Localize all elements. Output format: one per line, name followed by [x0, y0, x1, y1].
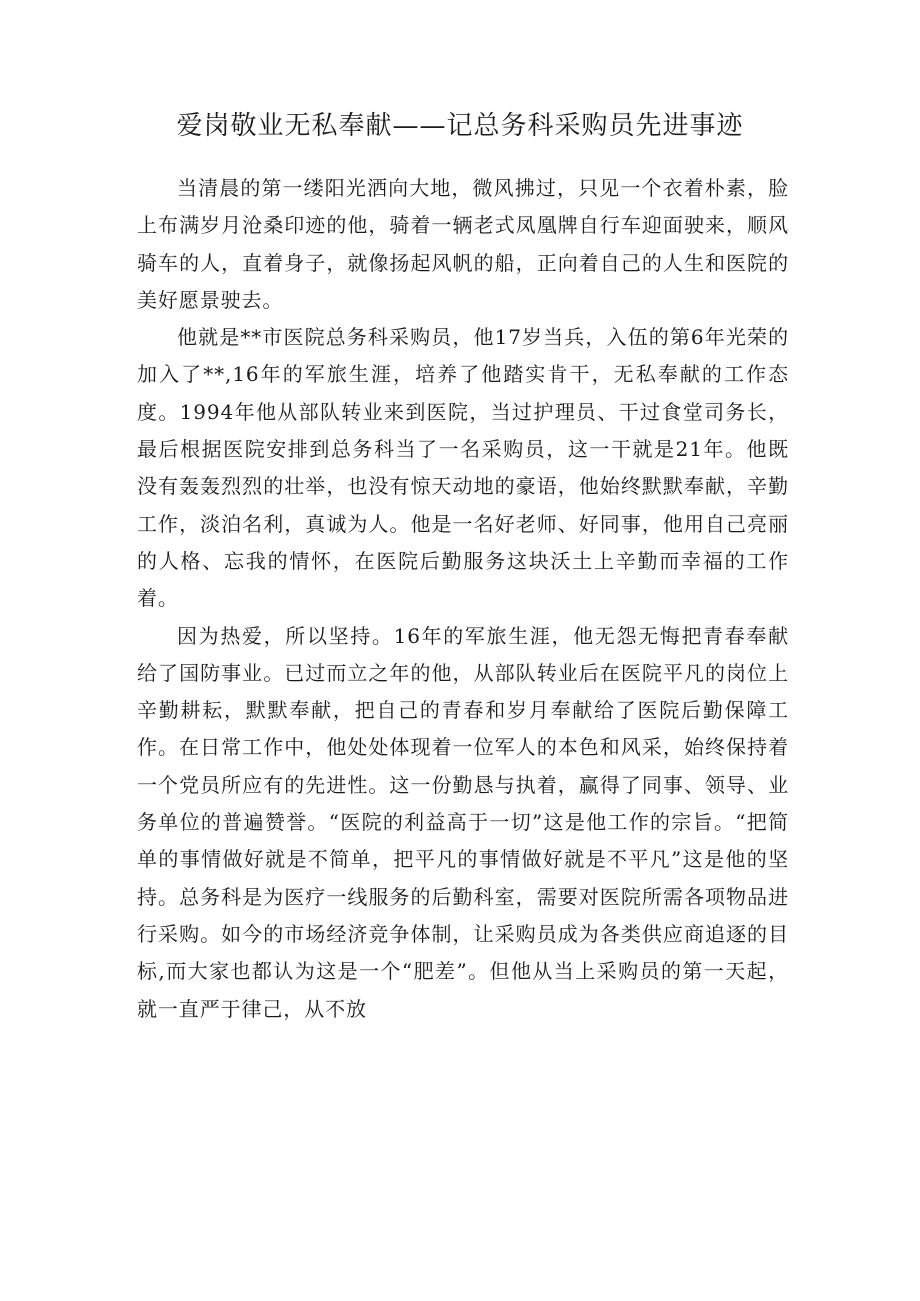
paragraph-3: 因为热爱，所以坚持。16年的军旅生涯，他无怨无悔把青春奉献给了国防事业。已过而立之年的他，从部队转业后在医院平凡的岗位上辛勤耕耘，默默奉献，把自己的青春和岁月奉献给了医院后勤保障工作。在日常工作中，他处处体现着一位军人的本色和风采，始终保持着一个党员所应有的先进性。这一份勤恳与执着，赢得了同事、领导、业务单位的普遍赞誉。“医院的利益高于一切”这是他工作的宗旨。“把简单的事情做好就是不简单，把平凡的事情做好就是不平凡”这是他的坚持。总务科是为医疗一线服务的后勤科室，需要对医院所需各项物品进行采购。如今的市场经济竞争体制，让采购员成为各类供应商追逐的目标,而大家也都认为这是一个“肥差”。但他从当上采购员的第一天起，就一直严于律己，从不放 — [137, 623, 789, 1021]
document-title: 爱岗敬业无私奉献——记总务科采购员先进事迹 — [176, 111, 744, 141]
paragraph-2: 他就是**市医院总务科采购员，他17岁当兵，入伍的第6年光荣的加入了**,16年的军旅生涯，培养了他踏实肯干，无私奉献的工作态度。1994年他从部队转业来到医院，当过护理员、干过食堂司务长，最后根据医院安排到总务科当了一名采购员，这一干就是21年。他既没有轰轰烈烈的壮举，也没有惊天动地的豪语，他始终默默奉献，辛勤工作，淡泊名利，真诚为人。他是一名好老师、好同事，他用自己亮丽的人格、忘我的情怀，在医院后勤服务这块沃土上辛勤而幸福的工作着。 — [137, 325, 789, 611]
paragraph-1: 当清晨的第一缕阳光洒向大地，微风拂过，只见一个衣着朴素，脸上布满岁月沧桑印迹的他，骑着一辆老式凤凰牌自行车迎面驶来，顺风骑车的人，直着身子，就像扬起风帆的船，正向着自己的人生和医院的美好愿景驶去。 — [137, 176, 789, 312]
document-body — [137, 170, 789, 1028]
